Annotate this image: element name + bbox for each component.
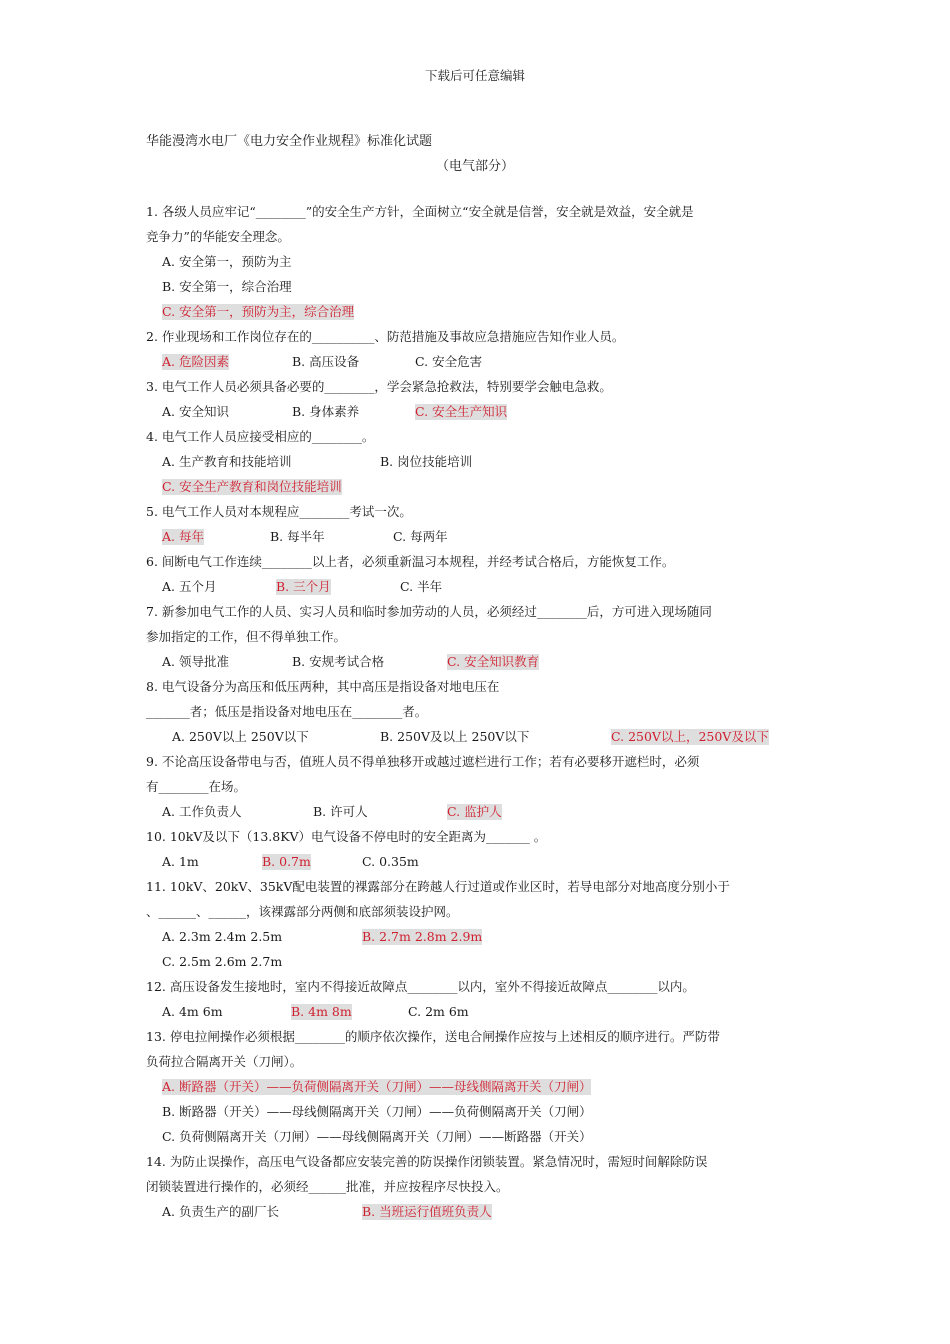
answer-option: A. 1m: [162, 854, 199, 869]
answer-option: C. 2.5m 2.6m 2.7m: [162, 954, 283, 969]
page-title: 华能漫湾水电厂《电力安全作业规程》标准化试题: [146, 134, 433, 149]
question-text: 12. 高压设备发生接地时，室内不得接近故障点________以内，室外不得接近故障点________以内。: [146, 979, 695, 994]
answer-option-correct: C. 安全生产教育和岗位技能培训: [162, 479, 342, 494]
question-text: 13. 停电拉闸操作必须根据________的顺序依次操作，送电合闸操作应按与上述相反的顺序进行。严防带: [146, 1029, 720, 1044]
answer-option-correct: B. 2.7m 2.8m 2.9m: [362, 929, 483, 944]
answer-option-correct: C. 安全生产知识: [415, 404, 508, 419]
answer-option-correct: A. 断路器（开关）——负荷侧隔离开关（刀闸）——母线侧隔离开关（刀闸）: [162, 1079, 592, 1094]
question-text: _______者；低压是指设备对地电压在________者。: [146, 704, 428, 719]
answer-option: A. 五个月: [162, 579, 217, 594]
header-note: 下载后可任意编辑: [424, 68, 525, 83]
question-text: 8. 电气设备分为高压和低压两种，其中高压是指设备对地电压在: [146, 679, 500, 694]
answer-option-correct: B. 当班运行值班负责人: [362, 1204, 492, 1219]
question-text: 2. 作业现场和工作岗位存在的__________、防范措施及事故应急措施应告知作业人员。: [146, 329, 625, 344]
answer-option-correct: A. 每年: [162, 529, 204, 544]
question-text: 、______、______，该裸露部分两侧和底部须装设护网。: [146, 904, 459, 919]
answer-option-correct: B. 三个月: [276, 579, 331, 594]
question-text: 闭锁装置进行操作的，必须经______批准，并应按程序尽快投入。: [146, 1179, 509, 1194]
answer-option: C. 2m 6m: [408, 1004, 469, 1019]
answer-option: C. 半年: [400, 579, 443, 594]
answer-option: C. 负荷侧隔离开关（刀闸）——母线侧隔离开关（刀闸）——断路器（开关）: [162, 1129, 592, 1144]
question-text: 有________在场。: [146, 779, 247, 794]
answer-option: B. 每半年: [270, 529, 325, 544]
answer-option-correct: C. 安全第一，预防为主，综合治理: [162, 304, 355, 319]
answer-option-correct: C. 250V以上，250V及以下: [611, 729, 769, 744]
answer-option: A. 安全知识: [162, 404, 229, 419]
answer-option: B. 高压设备: [292, 354, 360, 369]
question-text: 11. 10kV、20kV、35kV配电装置的裸露部分在跨越人行过道或作业区时，若导电部分对地高度分别小于: [146, 879, 730, 894]
answer-option: A. 生产教育和技能培训: [162, 454, 292, 469]
answer-option: B. 断路器（开关）——母线侧隔离开关（刀闸）——负荷侧隔离开关（刀闸）: [162, 1104, 592, 1119]
answer-option: A. 4m 6m: [162, 1004, 223, 1019]
question-text: 9. 不论高压设备带电与否，值班人员不得单独移开或越过遮栏进行工作；若有必要移开遮栏时，必须: [146, 754, 700, 769]
answer-option-correct: B. 4m 8m: [291, 1004, 352, 1019]
question-text: 5. 电气工作人员对本规程应________考试一次。: [146, 504, 412, 519]
answer-option: B. 安规考试合格: [292, 654, 385, 669]
page-subtitle: （电气部分）: [435, 159, 514, 174]
answer-option: B. 许可人: [313, 804, 368, 819]
question-text: 10. 10kV及以下（13.8KV）电气设备不停电时的安全距离为_______ 。: [146, 829, 547, 844]
answer-option-correct: A. 危险因素: [162, 354, 229, 369]
answer-option: A. 安全第一，预防为主: [162, 254, 292, 269]
answer-option-correct: C. 监护人: [447, 804, 502, 819]
answer-option: B. 岗位技能培训: [380, 454, 473, 469]
answer-option: C. 安全危害: [415, 354, 483, 369]
question-text: 4. 电气工作人员应接受相应的________。: [146, 429, 375, 444]
answer-option: C. 0.35m: [362, 854, 419, 869]
answer-option-correct: C. 安全知识教育: [447, 654, 540, 669]
answer-option: B. 250V及以上 250V以下: [380, 729, 530, 744]
answer-option: B. 身体素养: [292, 404, 360, 419]
answer-option: A. 领导批准: [162, 654, 229, 669]
answer-option: B. 安全第一，综合治理: [162, 279, 292, 294]
question-text: 3. 电气工作人员必须具备必要的________，学会紧急抢救法，特别要学会触电急救。: [146, 379, 612, 394]
answer-option: A. 250V以上 250V以下: [172, 729, 309, 744]
answer-option: A. 2.3m 2.4m 2.5m: [162, 929, 283, 944]
question-text: 1. 各级人员应牢记“________”的安全生产方针，全面树立“安全就是信誉，安全就是效益，安全就是: [146, 204, 694, 219]
question-text: 负荷拉合隔离开关（刀闸）。: [146, 1054, 303, 1069]
question-text: 竞争力”的华能安全理念。: [146, 229, 290, 244]
answer-option: C. 每两年: [393, 529, 448, 544]
answer-option-correct: B. 0.7m: [262, 854, 311, 869]
question-text: 7. 新参加电气工作的人员、实习人员和临时参加劳动的人员，必须经过________后，方可进入现场随同: [146, 604, 712, 619]
question-text: 14. 为防止误操作，高压电气设备都应安装完善的防误操作闭锁装置。紧急情况时，需短时间解除防误: [146, 1154, 708, 1169]
question-text: 6. 间断电气工作连续________以上者，必须重新温习本规程，并经考试合格后，方能恢复工作。: [146, 554, 675, 569]
answer-option: A. 工作负责人: [162, 804, 242, 819]
question-text: 参加指定的工作，但不得单独工作。: [146, 629, 347, 644]
answer-option: A. 负责生产的副厂长: [162, 1204, 279, 1219]
